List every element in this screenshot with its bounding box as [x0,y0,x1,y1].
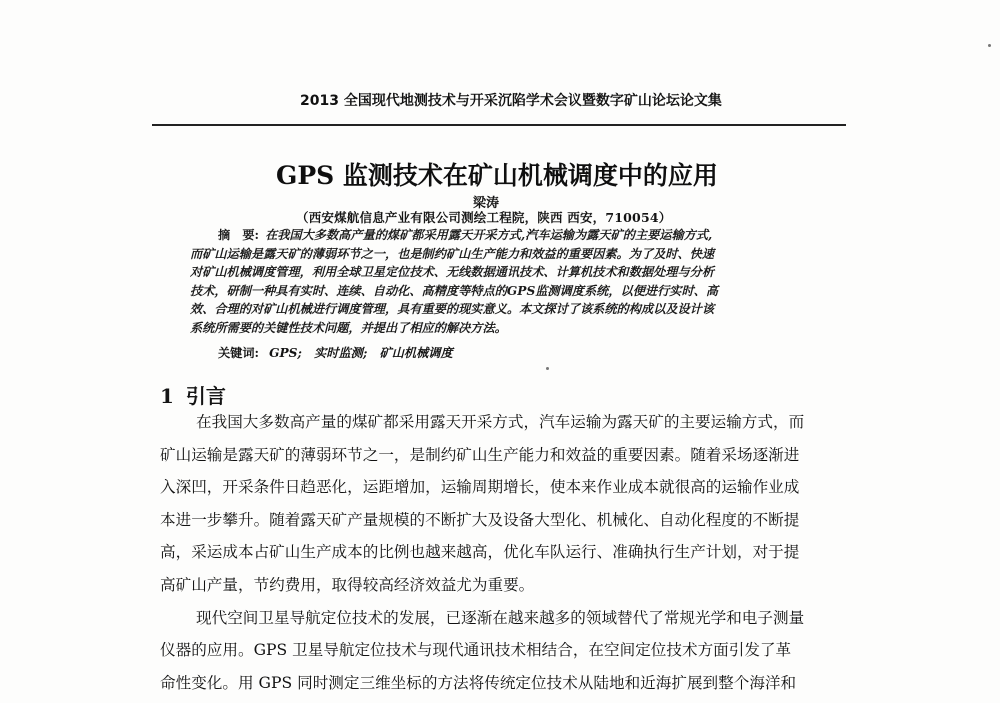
scan-speck [546,367,549,370]
abstract-line: 技术，研制一种具有实时、连续、自动化、高精度等特点的GPS监测调度系统，以便进行实时、高 [190,283,719,298]
abstract-line: 对矿山机械调度管理，利用全球卫星定位技术、无线数据通讯技术、计算机技术和数据处理与分析 [190,265,715,279]
running-header: 2013 全国现代地测技术与开采沉陷学术会议暨数字矿山论坛论文集 [300,93,722,109]
abstract-line: 系统所需要的关键性技术问题，并提出了相应的解决方法。 [190,320,507,335]
body-line: 在我国大多数高产量的煤矿都采用露天开采方式，汽车运输为露天矿的主要运输方式，而 [196,413,805,431]
section-number: 1 [160,384,174,408]
section-heading [160,380,226,409]
body-line: 矿山运输是露天矿的薄弱环节之一，是制约矿山生产能力和效益的重要因素。随着采场逐渐进 [160,445,800,464]
body-line: 高，采运成本占矿山生产成本的比例也越来越高，优化车队运行、准确执行生产计划，对于提 [160,543,800,562]
abstract-line: 而矿山运输是露天矿的薄弱环节之一，也是制约矿山生产能力和效益的重要因素。为了及时、快速 [190,246,715,261]
body-line: 现代空间卫星导航定位技术的发展，已逐渐在越来越多的领域替代了常规光学和电子测量 [196,608,805,627]
body-line: 入深凹，开采条件日趋恶化，运距增加，运输周期增长，使本来作业成本就很高的运输作业成 [160,478,800,497]
body-text [160,406,850,699]
body-line: 高矿山产量，节约费用，取得较高经济效益尤为重要。 [160,575,535,594]
author-name: 梁涛 [473,196,500,211]
header-rule [152,124,846,126]
abstract-text: 在我国大多数高产量的煤矿都采用露天开采方式,汽车运输为露天矿的主要运输方式, [265,228,713,242]
abstract-block [190,226,808,337]
paper-title: GPS 监测技术在矿山机械调度中的应用 [276,161,718,190]
abstract-line [190,226,808,245]
section-title: 引言 [185,384,226,408]
body-line: 本进一步攀升。随着露天矿产量规模的不断扩大及设备大型化、机械化、自动化程度的不断提 [160,510,800,529]
abstract-label: 摘 要: [218,228,260,242]
body-line: 仪器的应用。GPS 卫星导航定位技术与现代通讯技术相结合，在空间定位技术方面引发了革 [160,641,792,660]
scan-speck [988,44,991,47]
abstract-line: 效、合理的对矿山机械进行调度管理，具有重要的现实意义。本文探讨了该系统的构成以及设计该 [190,302,715,316]
keywords [218,344,453,361]
author-affiliation: （西安煤航信息产业有限公司测绘工程院，陕西 西安，710054） [296,210,672,225]
keywords-label: 关键词: [218,346,260,360]
body-line: 命性变化。用 GPS 同时测定三维坐标的方法将传统定位技术从陆地和近海扩展到整个海洋和 [160,673,797,692]
keywords-value: GPS; 实时监测; 矿山机械调度 [269,346,453,360]
